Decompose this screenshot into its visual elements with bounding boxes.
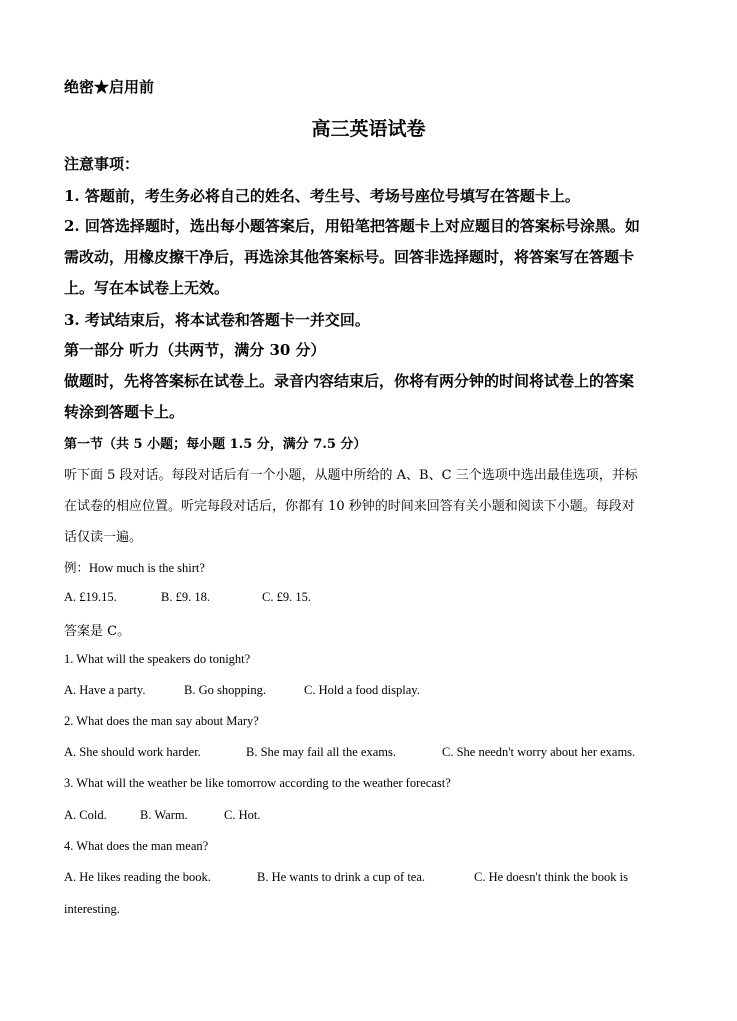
- question-4-option-a: A. He likes reading the book.: [64, 870, 211, 884]
- question-3: 3. What will the weather be like tomorrow according to the weather forecast?: [64, 776, 451, 790]
- confidential-label: 绝密★启用前: [64, 78, 155, 96]
- question-2: 2. What does the man say about Mary?: [64, 714, 259, 728]
- notice-heading: 注意事项：: [64, 155, 140, 173]
- part1-instruction-cont: 转涂到答题卡上。: [64, 403, 185, 421]
- notice-item-1: 1. 答题前，考生务必将自己的姓名、考生号、考场号座位号填写在答题卡上。: [64, 187, 580, 205]
- section1-directions-cont2: 话仅读一遍。: [64, 530, 143, 545]
- question-1-option-b: B. Go shopping.: [184, 683, 266, 697]
- question-1-option-c: C. Hold a food display.: [304, 683, 420, 697]
- question-4: 4. What does the man mean?: [64, 839, 209, 853]
- question-3-option-a: A. Cold.: [64, 808, 107, 822]
- notice-item-2: 2. 回答选择题时，选出每小题答案后，用铅笔把答题卡上对应题目的答案标号涂黑。如: [64, 217, 640, 235]
- part1-heading: 第一部分 听力（共两节，满分 30 分）: [64, 341, 326, 359]
- question-3-option-c: C. Hot.: [224, 808, 261, 822]
- question-4-option-b: B. He wants to drink a cup of tea.: [257, 870, 426, 884]
- section1-directions-cont: 在试卷的相应位置。听完每段对话后，你都有 10 秒钟的时间来回答有关小题和阅读下小题。每段对: [64, 499, 635, 514]
- notice-item-2-cont: 需改动，用橡皮擦干净后，再选涂其他答案标号。回答非选择题时，将答案写在答题卡: [64, 248, 635, 266]
- example-option-c: C. £9. 15.: [262, 590, 311, 604]
- question-1-option-a: A. Have a party.: [64, 683, 146, 697]
- part1-instruction: 做题时，先将答案标在试卷上。录音内容结束后，你将有两分钟的时间将试卷上的答案: [64, 372, 635, 390]
- example-question: 例：How much is the shirt?: [64, 561, 205, 575]
- question-2-option-b: B. She may fail all the exams.: [246, 745, 396, 759]
- example-option-b: B. £9. 18.: [161, 590, 210, 604]
- notice-item-3: 3. 考试结束后，将本试卷和答题卡一并交回。: [64, 311, 370, 329]
- example-option-a: A. £19.15.: [64, 590, 117, 604]
- section1-heading: 第一节（共 5 小题；每小题 1.5 分，满分 7.5 分）: [64, 437, 367, 452]
- section1-directions: 听下面 5 段对话。每段对话后有一个小题，从题中所给的 A、B、C 三个选项中选出最佳选项，并标: [64, 468, 638, 483]
- question-2-option-c: C. She needn't worry about her exams.: [442, 745, 636, 759]
- notice-item-2-cont2: 上。写在本试卷上无效。: [64, 279, 230, 297]
- question-4-option-c-cont: interesting.: [64, 902, 120, 916]
- question-3-option-b: B. Warm.: [140, 808, 188, 822]
- question-4-option-c: C. He doesn't think the book is: [474, 870, 628, 884]
- question-2-option-a: A. She should work harder.: [64, 745, 201, 759]
- example-answer: 答案是 C。: [64, 624, 131, 639]
- question-1: 1. What will the speakers do tonight?: [64, 652, 251, 666]
- exam-title: 高三英语试卷: [311, 118, 426, 140]
